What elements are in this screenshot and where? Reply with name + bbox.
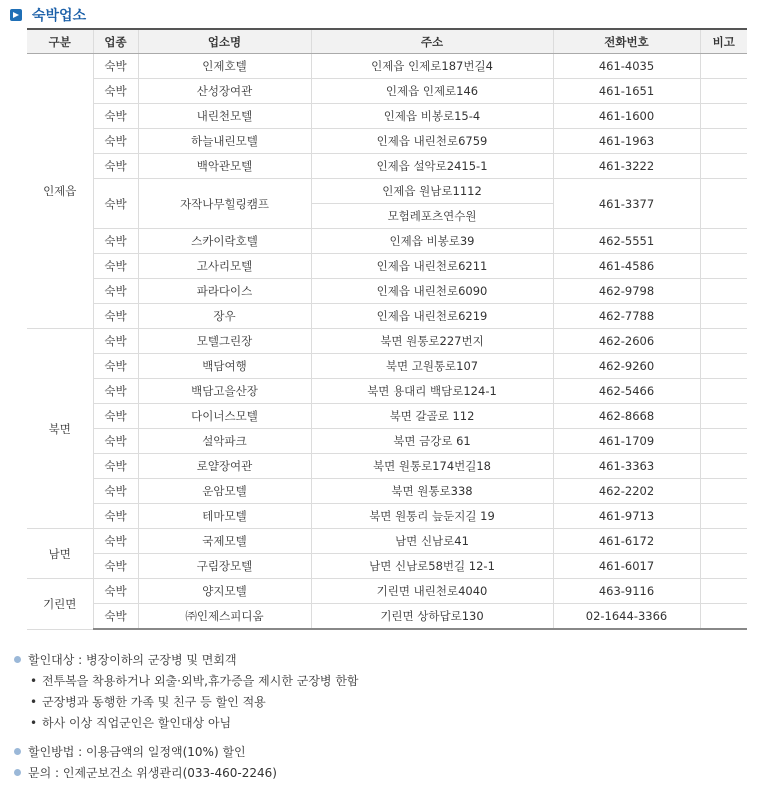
business-name-cell: 백담여행 bbox=[138, 354, 311, 379]
dot-icon: • bbox=[30, 716, 38, 730]
business-type-cell: 숙박 bbox=[93, 454, 138, 479]
table-row bbox=[27, 379, 747, 404]
remarks-cell bbox=[700, 454, 747, 479]
phone-cell: 461-3222 bbox=[553, 154, 700, 179]
remarks-cell bbox=[700, 254, 747, 279]
region-cell: 북면 bbox=[27, 329, 93, 529]
note-text: 할인방법 : 이용금액의 일정액(10%) 할인 bbox=[28, 745, 246, 759]
address-cell: 인제읍 내린천로6090 bbox=[311, 279, 553, 304]
business-type-cell: 숙박 bbox=[93, 179, 138, 229]
remarks-cell bbox=[700, 329, 747, 354]
table-body bbox=[27, 54, 747, 630]
arrow-bullet-icon bbox=[10, 9, 22, 21]
address-cell: 남면 신남로41 bbox=[311, 529, 553, 554]
table-row bbox=[27, 454, 747, 479]
dot-icon: • bbox=[30, 695, 38, 709]
header-category: 구분 bbox=[27, 29, 93, 54]
phone-cell: 461-1651 bbox=[553, 79, 700, 104]
phone-cell: 461-6172 bbox=[553, 529, 700, 554]
remarks-cell bbox=[700, 154, 747, 179]
header-remarks: 비고 bbox=[700, 29, 747, 54]
section-title: 숙박업소 bbox=[32, 8, 87, 24]
bullet-icon bbox=[14, 656, 21, 663]
region-cell: 남면 bbox=[27, 529, 93, 579]
business-name-cell: 로얄장여관 bbox=[138, 454, 311, 479]
note-discount-target bbox=[14, 650, 744, 671]
business-name-cell: 모텔그린장 bbox=[138, 329, 311, 354]
business-type-cell: 숙박 bbox=[93, 229, 138, 254]
phone-cell: 462-5466 bbox=[553, 379, 700, 404]
business-name-cell: 운암모텔 bbox=[138, 479, 311, 504]
business-type-cell: 숙박 bbox=[93, 429, 138, 454]
table-row bbox=[27, 329, 747, 354]
table-row bbox=[27, 554, 747, 579]
business-name-cell: 내린천모텔 bbox=[138, 104, 311, 129]
business-type-cell: 숙박 bbox=[93, 579, 138, 604]
table-row bbox=[27, 129, 747, 154]
business-type-cell: 숙박 bbox=[93, 554, 138, 579]
business-name-cell: 테마모텔 bbox=[138, 504, 311, 529]
business-name-cell: 구림장모텔 bbox=[138, 554, 311, 579]
table-row bbox=[27, 479, 747, 504]
table-row bbox=[27, 304, 747, 329]
address-cell: 북면 원통로338 bbox=[311, 479, 553, 504]
phone-cell: 461-1709 bbox=[553, 429, 700, 454]
business-type-cell: 숙박 bbox=[93, 504, 138, 529]
note-sub-text: 하사 이상 직업군인은 할인대상 아님 bbox=[42, 716, 232, 730]
business-type-cell: 숙박 bbox=[93, 379, 138, 404]
business-name-cell: 백악관모텔 bbox=[138, 154, 311, 179]
note-sub-text: 군장병과 동행한 가족 및 친구 등 할인 적용 bbox=[42, 695, 266, 709]
address-cell: 북면 금강로 61 bbox=[311, 429, 553, 454]
remarks-cell bbox=[700, 304, 747, 329]
address-cell: 기린면 내린천로4040 bbox=[311, 579, 553, 604]
note-text: 할인대상 : 병장이하의 군장병 및 면회객 bbox=[28, 653, 237, 667]
address-cell: 인제읍 인제로146 bbox=[311, 79, 553, 104]
business-name-cell: 인제호텔 bbox=[138, 54, 311, 79]
business-name-cell: 하늘내린모텔 bbox=[138, 129, 311, 154]
business-type-cell: 숙박 bbox=[93, 529, 138, 554]
table-row bbox=[27, 254, 747, 279]
phone-cell: 462-2202 bbox=[553, 479, 700, 504]
table-row bbox=[27, 104, 747, 129]
business-type-cell: 숙박 bbox=[93, 79, 138, 104]
address-cell: 북면 갈골로 112 bbox=[311, 404, 553, 429]
region-cell: 기린면 bbox=[27, 579, 93, 630]
remarks-cell bbox=[700, 129, 747, 154]
remarks-cell bbox=[700, 79, 747, 104]
phone-cell: 461-9713 bbox=[553, 504, 700, 529]
header-business-name: 업소명 bbox=[138, 29, 311, 54]
remarks-cell bbox=[700, 579, 747, 604]
remarks-cell bbox=[700, 604, 747, 630]
business-name-cell: 장우 bbox=[138, 304, 311, 329]
address-cell: 인제읍 설악로2415-1 bbox=[311, 154, 553, 179]
phone-cell: 461-3363 bbox=[553, 454, 700, 479]
phone-cell: 462-5551 bbox=[553, 229, 700, 254]
business-name-cell: 국제모텔 bbox=[138, 529, 311, 554]
remarks-cell bbox=[700, 104, 747, 129]
remarks-cell bbox=[700, 479, 747, 504]
business-type-cell: 숙박 bbox=[93, 254, 138, 279]
phone-cell: 02-1644-3366 bbox=[553, 604, 700, 630]
address-cell: 북면 원통로227번지 bbox=[311, 329, 553, 354]
remarks-cell bbox=[700, 429, 747, 454]
business-name-cell: 백담고을산장 bbox=[138, 379, 311, 404]
phone-cell: 462-2606 bbox=[553, 329, 700, 354]
phone-cell: 462-9260 bbox=[553, 354, 700, 379]
business-type-cell: 숙박 bbox=[93, 279, 138, 304]
remarks-cell bbox=[700, 379, 747, 404]
business-type-cell: 숙박 bbox=[93, 154, 138, 179]
table-row bbox=[27, 529, 747, 554]
table-header-row bbox=[27, 29, 747, 54]
address-cell: 북면 고원통로107 bbox=[311, 354, 553, 379]
business-type-cell: 숙박 bbox=[93, 404, 138, 429]
address-cell: 북면 원통로174번길18 bbox=[311, 454, 553, 479]
note-sub-text: 전투복을 착용하거나 외출·외박,휴가증을 제시한 군장병 한함 bbox=[42, 674, 359, 688]
lodging-table bbox=[27, 28, 747, 630]
remarks-cell bbox=[700, 54, 747, 79]
address-cell: 북면 원통리 늪둔지길 19 bbox=[311, 504, 553, 529]
phone-cell: 461-1963 bbox=[553, 129, 700, 154]
business-type-cell: 숙박 bbox=[93, 129, 138, 154]
phone-cell: 461-6017 bbox=[553, 554, 700, 579]
table-row bbox=[27, 229, 747, 254]
address-cell: 남면 신남로58번길 12-1 bbox=[311, 554, 553, 579]
header-phone: 전화번호 bbox=[553, 29, 700, 54]
phone-cell: 462-8668 bbox=[553, 404, 700, 429]
business-type-cell: 숙박 bbox=[93, 104, 138, 129]
note-sub-item bbox=[14, 692, 744, 713]
bullet-icon bbox=[14, 769, 21, 776]
business-name-cell: ㈜인제스피디움 bbox=[138, 604, 311, 630]
address-cell: 인제읍 비봉로15-4 bbox=[311, 104, 553, 129]
region-cell: 인제읍 bbox=[27, 54, 93, 329]
remarks-cell bbox=[700, 554, 747, 579]
remarks-cell bbox=[700, 179, 747, 229]
business-name-cell: 다이너스모텔 bbox=[138, 404, 311, 429]
phone-cell: 462-7788 bbox=[553, 304, 700, 329]
table-row bbox=[27, 279, 747, 304]
note-text: 문의 : 인제군보건소 위생관리(033-460-2246) bbox=[28, 766, 277, 780]
phone-cell: 461-1600 bbox=[553, 104, 700, 129]
address-cell: 기린면 상하답로130 bbox=[311, 604, 553, 630]
table-row bbox=[27, 429, 747, 454]
table-row bbox=[27, 79, 747, 104]
remarks-cell bbox=[700, 279, 747, 304]
address-cell: 인제읍 내린천로6759 bbox=[311, 129, 553, 154]
address-cell: 모험레포츠연수원 bbox=[311, 204, 553, 229]
table-row bbox=[27, 179, 747, 204]
phone-cell: 461-4586 bbox=[553, 254, 700, 279]
note-sub-item bbox=[14, 671, 744, 692]
remarks-cell bbox=[700, 354, 747, 379]
address-cell: 북면 용대리 백담로124-1 bbox=[311, 379, 553, 404]
phone-cell: 463-9116 bbox=[553, 579, 700, 604]
address-cell: 인제읍 내린천로6211 bbox=[311, 254, 553, 279]
remarks-cell bbox=[700, 229, 747, 254]
section-header bbox=[10, 5, 86, 25]
phone-cell: 462-9798 bbox=[553, 279, 700, 304]
business-type-cell: 숙박 bbox=[93, 329, 138, 354]
business-type-cell: 숙박 bbox=[93, 54, 138, 79]
business-name-cell: 자작나무힐링캠프 bbox=[138, 179, 311, 229]
header-business-type: 업종 bbox=[93, 29, 138, 54]
business-type-cell: 숙박 bbox=[93, 304, 138, 329]
address-cell: 인제읍 비봉로39 bbox=[311, 229, 553, 254]
business-name-cell: 스카이락호텔 bbox=[138, 229, 311, 254]
note-contact bbox=[14, 763, 744, 784]
remarks-cell bbox=[700, 404, 747, 429]
note-sub-item bbox=[14, 713, 744, 734]
note-discount-method bbox=[14, 742, 744, 763]
phone-cell: 461-4035 bbox=[553, 54, 700, 79]
business-type-cell: 숙박 bbox=[93, 354, 138, 379]
address-cell: 인제읍 원남로1112 bbox=[311, 179, 553, 204]
phone-cell: 461-3377 bbox=[553, 179, 700, 229]
business-name-cell: 파라다이스 bbox=[138, 279, 311, 304]
remarks-cell bbox=[700, 529, 747, 554]
table-row bbox=[27, 54, 747, 79]
business-type-cell: 숙박 bbox=[93, 479, 138, 504]
business-name-cell: 설악파크 bbox=[138, 429, 311, 454]
table-row bbox=[27, 579, 747, 604]
business-type-cell: 숙박 bbox=[93, 604, 138, 630]
table-row bbox=[27, 504, 747, 529]
table-row bbox=[27, 404, 747, 429]
business-name-cell: 고사리모텔 bbox=[138, 254, 311, 279]
dot-icon: • bbox=[30, 674, 38, 688]
bullet-icon bbox=[14, 748, 21, 755]
table-row bbox=[27, 354, 747, 379]
remarks-cell bbox=[700, 504, 747, 529]
business-name-cell: 산성장여관 bbox=[138, 79, 311, 104]
address-cell: 인제읍 내린천로6219 bbox=[311, 304, 553, 329]
header-address: 주소 bbox=[311, 29, 553, 54]
table-row bbox=[27, 604, 747, 630]
address-cell: 인제읍 인제로187번길4 bbox=[311, 54, 553, 79]
notes-section bbox=[14, 650, 744, 784]
business-name-cell: 양지모텔 bbox=[138, 579, 311, 604]
table-row bbox=[27, 154, 747, 179]
